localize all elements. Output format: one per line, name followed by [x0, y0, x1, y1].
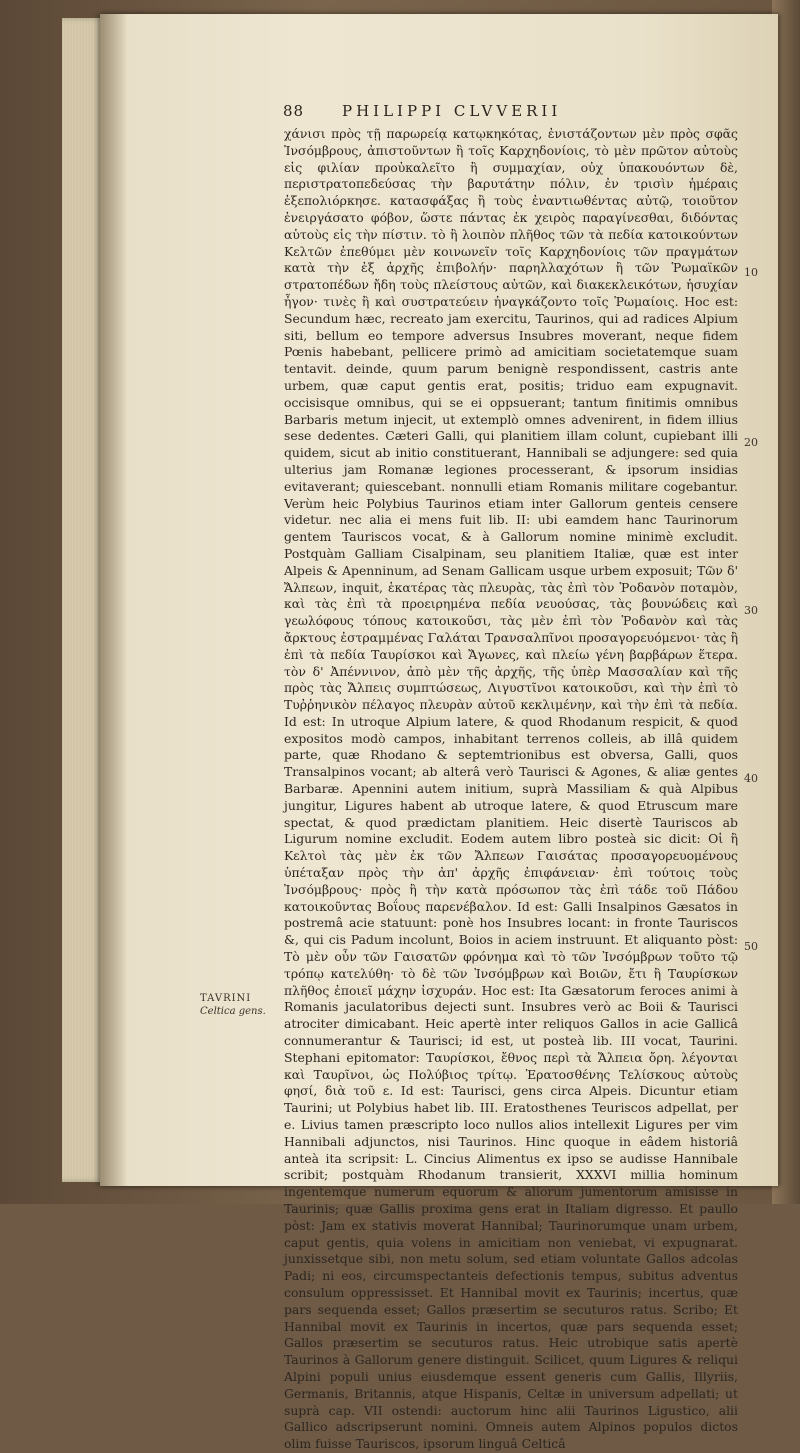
line-number-40: 40	[744, 772, 758, 785]
body-paragraph: χάνισι πρὸς τῇ παρωρείᾳ κατῳκηκότας, ἐνιστάζοντων μὲν πρὸς σφᾶς Ἰνσόμβρους, ἀπιστοῦντων ἢ τοῖς Καρχηδονίοις, τὸ μὲν πρῶτον αὐτοὺς εἰς φιλίαν προὐκαλεῖτο ἢ συμμαχίαν, οὐχ ὑπακουόντων δὲ, περιστρατοπεδεύσας τὴν βαρυτάτην πόλιν, ἐν τρισὶν ἡμέραις ἐξεπολιόρκησε. κατασφάξας ἢ τοὺς ἐναντιωθέντας αὐτῷ, τοιοῦτον ἐνειργάσατο φόβον, ὥστε πάντας ἐκ χειρὸς παραγίνεσθαι, διδόντας αὑτοὺς εἰς τὴν πίστιν. τὸ ἢ λοιπὸν πλῆθος τῶν τὰ πεδία κατοικούντων Κελτῶν ἐπεθύμει μὲν κοινωνεῖν τοῖς Καρχηδονίοις τῶν πραγμάτων κατὰ τὴν ἐξ ἀρχῆς ἐπιβολήν· παρηλλαχότων ἢ τῶν Ῥωμαϊκῶν στρατοπέδων ἤδη τοὺς πλείστους αὐτῶν, καὶ διακεκλεικότων, ἡσυχίαν ἦγον· τινὲς ἢ καὶ συστρατεύειν ἠναγκάζοντο τοῖς Ῥωμαίοις. Hoc est: Secundum hæc, recreato jam exercitu, Taurinos, qui ad radices Alpium siti, bellum eo tempore adversus Insubres moverant, neque fidem Pœnis habebant, pellicere primò ad amicitiam societatemque suam tentavit. deinde, quum parum benignè respondissent, castris ante urbem, quæ caput gentis erat, positis; triduo eam expugnavit. occisisque omnibus, qui se ei oppsuerant; tantum finitimis omnibus Barbaris metum injecit, ut extemplò omnes advenirent, in fidem illius sese dedentes. Cæteri Galli, qui planitiem illam colunt, cupiebant illi quidem, sicut ab initio constituerant, Hannibali se adjungere: sed quia ulterius jam Romanæ legiones processerant, & ipsorum insidias evitaverant; quiescebant. nonnulli etiam Romanis militare cogebantur. Verùm heic Polybius Taurinos etiam inter Gallorum genteis censere videtur. nec alia ei mens fuit lib. II: ubi eamdem hanc Taurinorum gentem Tauriscos vocat, & à Gallorum nomine minimè excludit. Postquàm Galliam Cisalpinam, seu planitiem Italiæ, quæ est inter Alpeis & Apenninum, ad Senam Gallicam usque urbem exposuit; Τῶν δ' Ἄλπεων, inquit, ἑκατέρας τὰς πλευρὰς, τὰς ἐπὶ τὸν Ῥοδανὸν ποταμὸν, καὶ τὰς ἐπὶ τὰ προειρημένα πεδία νευούσας, τὰς βουνώδεις καὶ γεωλόφους τόπους κατοικοῦσι, τὰς μὲν ἐπὶ τὸν Ῥοδανὸν καὶ τὰς ἄρκτους ἐστραμμένας Γαλάται Τρανσαλπῖνοι προσαγορευόμενοι· τὰς ἢ ἐπὶ τὰ πεδία Ταυρίσκοι καὶ Ἄγωνες, καὶ πλείω γένη βαρβάρων ἕτερα. τὸν δ' Ἀπέννινον, ἀπὸ μὲν τῆς ἀρχῆς, τῆς ὑπὲρ Μασσαλίαν καὶ τῆς πρὸς τὰς Ἄλπεις συμπτώσεως, Λιγυστῖνοι κατοικοῦσι, καὶ τὴν ἐπὶ τὸ Τυῤῥηνικὸν πέλαγος πλευρὰν αὐτοῦ κεκλιμένην, καὶ τὴν ἐπὶ τὰ πεδία. Id est: In utroque Alpium latere, & quod Rhodanum respicit, & quod expositos modò campos, inhabitant terrenos colleis, ab illâ quidem parte, quæ Rhodano & septemtrionibus est obversa, Galli, quos Transalpinos vocant; ab alterâ verò Taurisci & Agones, & aliæ gentes Barbaræ. Apennini autem initium, suprà Massiliam & quà Alpibus jungitur, Ligures habent ab utroque latere, & quod Etruscum mare spectat, & quod prædictam planitiem. Heic disertè Tauriscos ab Ligurum nomine excludit. Eodem autem libro posteà sic dicit: Οἱ ἢ Κελτοὶ τὰς μὲν ἐκ τῶν Ἄλπεων Γαισάτας προσαγορευομένους ὑπέταξαν πρὸς τὴν ἀπ' ἀρχῆς ἐπιφάνειαν· ἐπὶ τούτοις τοὺς Ἰνσόμβρους· πρὸς ἢ τὴν κατὰ πρόσωπον τὰς ἐπὶ τάδε τοῦ Πάδου κατοικοῦντας Βοΐους παρενέβαλον. Id est: Galli Insalpinos Gæsatos in postremâ acie statuunt: ponè hos Insubres locant: in fronte Tauriscos &, qui cis Padum incolunt, Boios in aciem instruunt. Et aliquanto pòst: Τὸ μὲν οὖν τῶν Γαισατῶν φρόνημα καὶ τὸ τῶν Ἰνσόμβρων τοῦτο τῷ τρόπῳ κατελύθη· τὸ δὲ τῶν Ἰνσόμβρων καὶ Βοιῶν, ἔτι ἢ Ταυρίσκων πλῆθος ἐποιεῖ μάχην ἰσχυράν. Hoc est: Ita Gæsatorum feroces animi à Romanis jaculatoribus dejecti sunt. Insubres verò ac Boii & Taurisci atrociter dimicabant. Heic apertè inter reliquos Gallos in acie Gallicâ connumerantur & Taurisci; id est, ut posteà lib. III vocat, Taurini. Stephani epitomator: Ταυρίσκοι, ἔθνος περὶ τὰ Ἄλπεια ὄρη. λέγονται καὶ Ταυρῖνοι, ὡς Πολύβιος τρίτῳ. Ἐρατοσθένης Τελίσκους αὐτοὺς φησί, διὰ τοῦ ε. Id est: Taurisci, gens circa Alpeis. Dicuntur etiam Taurini; ut Polybius habet lib. III. Eratosthenes Teuriscos adpellat, per e. Livius tamen præscripto loco nullos alios intellexit Ligures per vim Hannibali adjunctos, nisi Taurinos. Hinc quoque in eâdem historiâ anteà ita scripsit: L. Cincius Alimentus ex ipso se audisse Hannibale scribit; postquàm Rhodanum transierit, XXXVI millia hominum ingentemque numerum equorum & aliorum jumentorum amisisse in Taurinis; quæ Gallis proxima gens erat in Italiam digresso. Et paullo pòst: Jam ex stativis moverat Hannibal; Taurinorumque unam urbem, caput gentis, quia volens in amicitiam non veniebat, vi expugnarat. junxissetque sibi, non metu solum, sed etiam voluntate Gallos adcolas Padi; ni eos, circumspectanteis defectionis tempus, subitus adventus consulum oppressisset. Et Hannibal movit ex Taurinis; incertus, quæ pars sequenda esset; Gallos præsertim se secuturos ratus. Scribo; Et Hannibal movit ex Taurinis in incertos, quæ pars sequenda esset; Gallos præsertim se secuturos ratus. Heic utrobique satis apertè Taurinos à Gallorum genere distinguit. Scilicet, quum Ligures & reliqui Alpini populi unius eiusdemque essent generis cum Gallis, Illyriis, Germanis, Britannis, atque Hispanis, Celtæ in universum adpellati; ut suprà cap. VII ostendi: auctorum hinc alii Taurinos Ligustico, alii Gallico adscripserunt nomini. Omneis autem Alpinos populos dictos olim fuisse Tauriscos, ipsorum linguâ Celticâ	[284, 126, 738, 1452]
running-title: PHILIPPI CLVVERII	[342, 102, 562, 120]
line-number-10: 10	[744, 266, 758, 279]
line-number-20: 20	[744, 436, 758, 449]
page-number: 88	[283, 102, 305, 120]
gutter-shadow	[100, 14, 128, 1186]
line-number-30: 30	[744, 604, 758, 617]
line-number-50: 50	[744, 940, 758, 953]
margin-note	[200, 992, 266, 1018]
margin-note-title: TAVRINI	[200, 993, 252, 1004]
margin-note-subtitle: Celtica gens.	[200, 1006, 266, 1017]
main-text-block	[284, 126, 738, 1452]
page-stack-edge	[62, 18, 104, 1182]
